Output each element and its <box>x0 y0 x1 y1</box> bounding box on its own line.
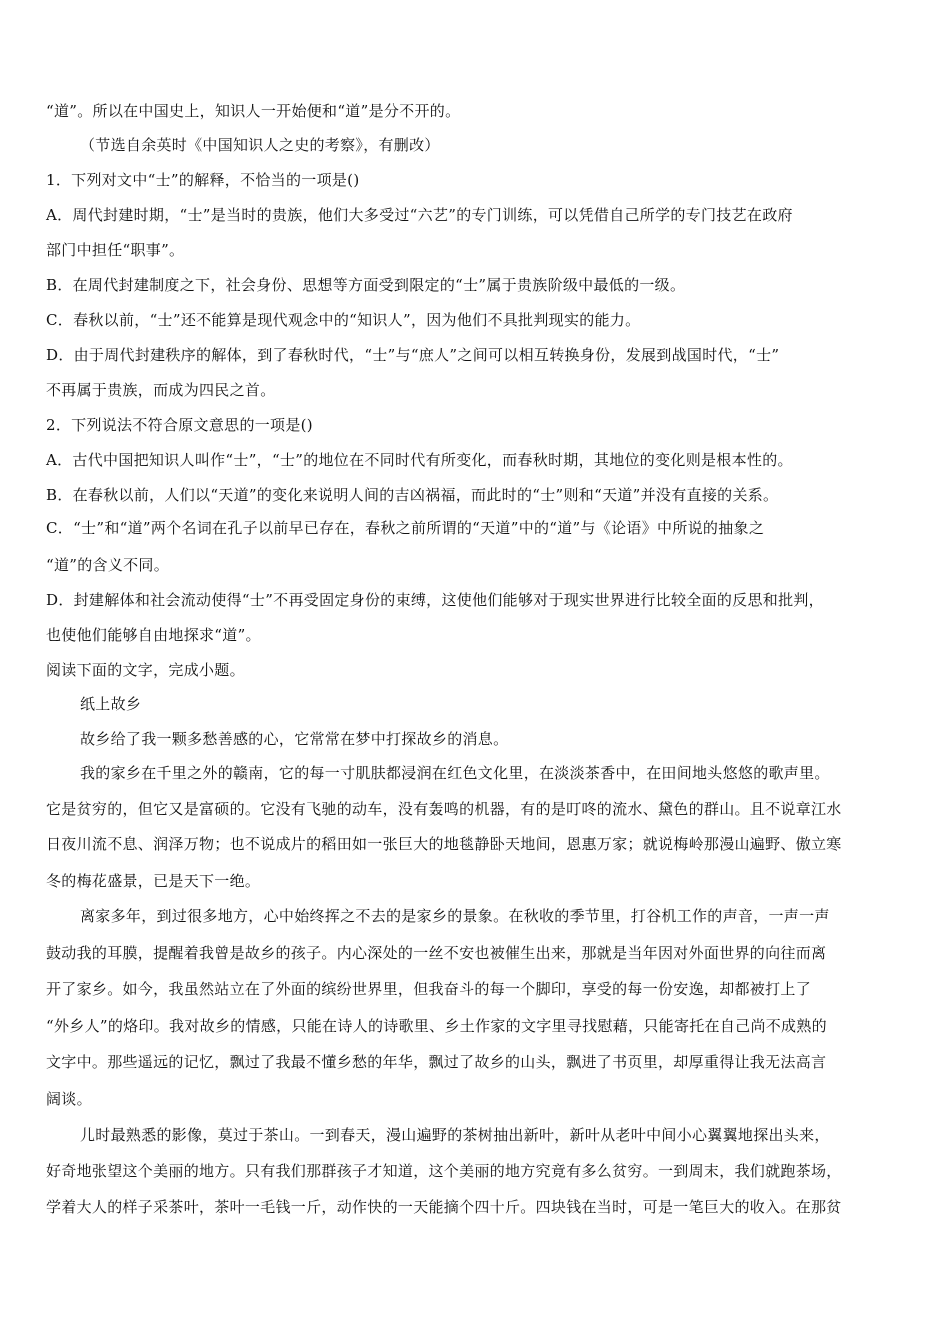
option-2d: D．封建解体和社会流动使得“士”不再受固定身份的束缚，这使他们能够对于现实世界进行比较全面的反思和批判， <box>46 591 824 609</box>
option-2b: B．在春秋以前，人们以“天道”的变化来说明人间的吉凶祸福，而此时的“士”则和“天道”并没有直接的关系。 <box>46 486 779 504</box>
option-1d: D．由于周代封建秩序的解体，到了春秋时代，“士”与“庶人”之间可以相互转换身份，发展到战国时代，“士” <box>46 346 780 364</box>
question-1: 1．下列对文中“士”的解释，不恰当的一项是() <box>46 171 360 189</box>
essay-line: 日夜川流不息、润泽万物；也不说成片的稻田如一张巨大的地毯静卧天地间，恩惠万家；就说梅岭那漫山遍野、傲立寒 <box>46 835 842 853</box>
option-2c: C．“士”和“道”两个名词在孔子以前早已存在，春秋之前所谓的“天道”中的“道”与《论语》中所说的抽象之 <box>46 519 765 537</box>
essay-line: 故乡给了我一颗多愁善感的心，它常常在梦中打探故乡的消息。 <box>80 730 509 748</box>
option-1c: C．春秋以前，“士”还不能算是现代观念中的“知识人”，因为他们不具批判现实的能力。 <box>46 311 641 329</box>
essay-title: 纸上故乡 <box>80 695 142 713</box>
essay-line: 儿时最熟悉的影像，莫过于茶山。一到春天，漫山遍野的茶树抽出新叶，新叶从老叶中间小心翼翼地探出头来， <box>80 1126 830 1144</box>
essay-line: 文字中。那些遥远的记忆，飘过了我最不懂乡愁的年华，飘过了故乡的山头，飘进了书页里，却厚重得让我无法高言 <box>46 1053 827 1071</box>
essay-line: 开了家乡。如今，我虽然站立在了外面的缤纷世界里，但我奋斗的每一个脚印，享受的每一份安逸，却都被打上了 <box>46 980 812 998</box>
option-2a: A．古代中国把知识人叫作“士”，“士”的地位在不同时代有所变化，而春秋时期，其地位的变化则是根本性的。 <box>46 451 793 469</box>
essay-line: 离家多年，到过很多地方，心中始终挥之不去的是家乡的景象。在秋收的季节里，打谷机工作的声音，一声一声 <box>80 907 830 925</box>
option-1b: B．在周代封建制度之下，社会身份、思想等方面受到限定的“士”属于贵族阶级中最低的一级。 <box>46 276 686 294</box>
essay-line: 冬的梅花盛景，已是天下一绝。 <box>46 872 261 890</box>
option-1a: A．周代封建时期，“士”是当时的贵族，他们大多受过“六艺”的专门训练，可以凭借自己所学的专门技艺在政府 <box>46 206 793 224</box>
essay-line: 它是贫穷的，但它又是富硕的。它没有飞驰的动车，没有轰鸣的机器，有的是叮咚的流水、黛色的群山。且不说章江水 <box>46 800 842 818</box>
essay-line: “外乡人”的烙印。我对故乡的情感，只能在诗人的诗歌里、乡土作家的文字里寻找慰藉，只能寄托在自己尚不成熟的 <box>46 1017 827 1035</box>
essay-line: 学着大人的样子采茶叶，茶叶一毛钱一斤，动作快的一天能摘个四十斤。四块钱在当时，可是一笔巨大的收入。在那贫 <box>46 1198 842 1216</box>
question-2: 2．下列说法不符合原文意思的一项是() <box>46 416 313 434</box>
reading-instruction: 阅读下面的文字，完成小题。 <box>46 661 245 679</box>
option-1a-cont: 部门中担任“职事”。 <box>46 241 185 259</box>
option-2c-cont: “道”的含义不同。 <box>46 556 170 574</box>
option-2d-cont: 也使他们能够自由地探求“道”。 <box>46 626 261 644</box>
essay-line: 我的家乡在千里之外的赣南，它的每一寸肌肤都浸润在红色文化里，在淡淡茶香中，在田间地头悠悠的歌声里。 <box>80 764 830 782</box>
text-line: “道”。所以在中国史上，知识人一开始便和“道”是分不开的。 <box>46 102 461 120</box>
essay-line: 好奇地张望这个美丽的地方。只有我们那群孩子才知道，这个美丽的地方究竟有多么贫穷。一到周末，我们就跑茶场， <box>46 1162 842 1180</box>
essay-line: 阔谈。 <box>46 1090 92 1108</box>
option-1d-cont: 不再属于贵族，而成为四民之首。 <box>46 381 276 399</box>
source-citation: （节选自余英时《中国知识人之史的考察》，有删改） <box>80 136 440 154</box>
essay-line: 鼓动我的耳膜，提醒着我曾是故乡的孩子。内心深处的一丝不安也被催生出来，那就是当年因对外面世界的向往而离 <box>46 944 827 962</box>
